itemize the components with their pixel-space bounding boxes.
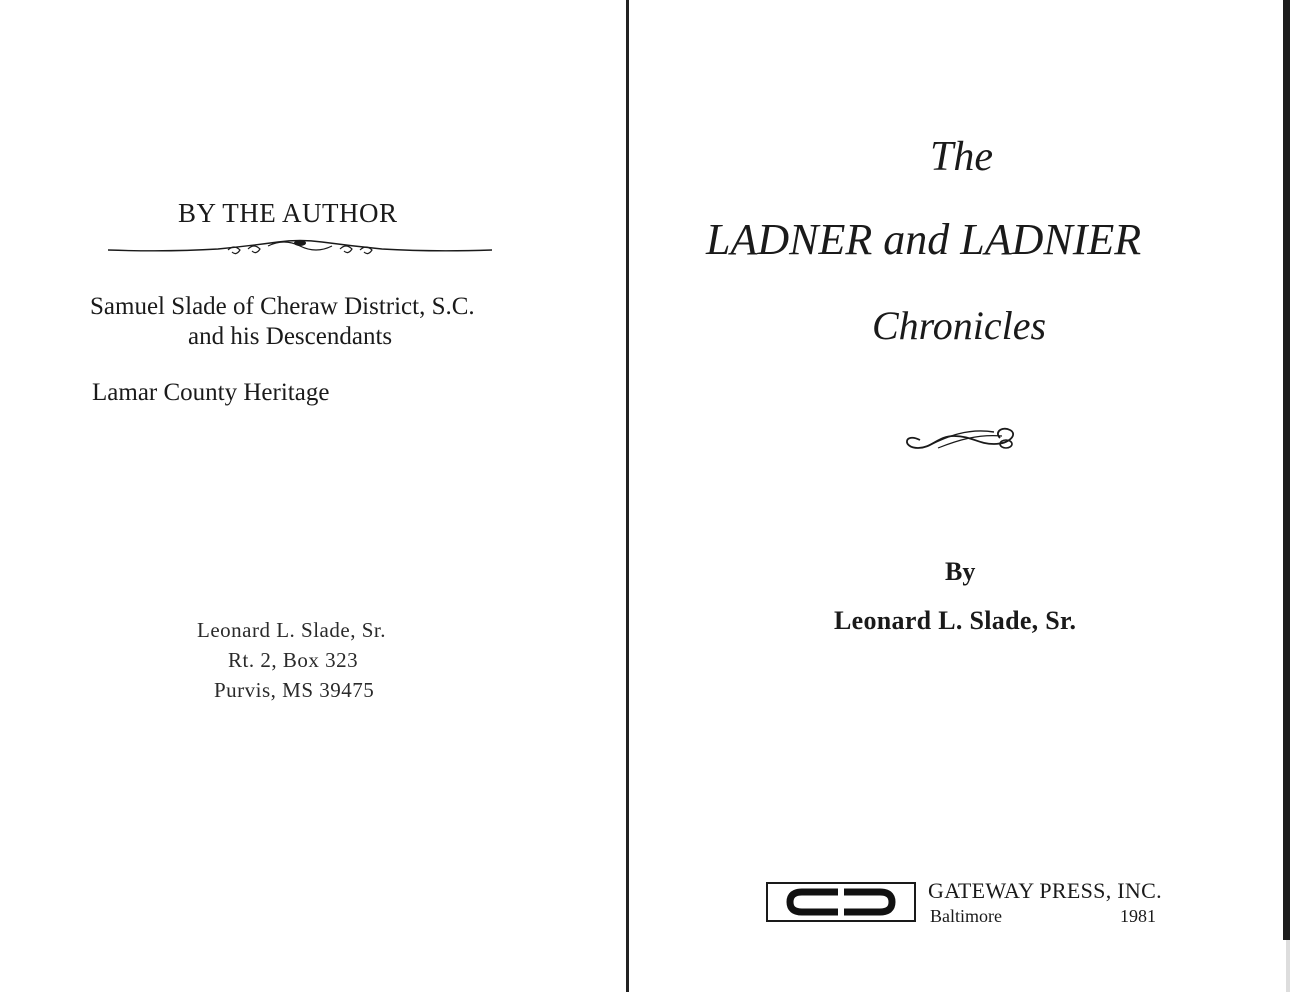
flourish-ornament-icon	[898, 422, 1022, 458]
book-spine	[626, 0, 629, 992]
publisher-logo-icon	[768, 884, 914, 920]
address-name: Leonard L. Slade, Sr.	[197, 618, 386, 642]
author-name: Leonard L. Slade, Sr.	[834, 606, 1077, 635]
book-subtitle: Chronicles	[872, 303, 1047, 348]
book-title-line-2: and his Descendants	[188, 323, 393, 350]
flourish-divider-icon	[108, 236, 492, 262]
by-the-author-heading: BY THE AUTHOR	[178, 198, 398, 228]
page-edge	[1283, 0, 1290, 940]
book-title: LADNER and LADNIER	[706, 215, 1142, 264]
address-street: Rt. 2, Box 323	[228, 648, 359, 672]
publisher-name: GATEWAY PRESS, INC.	[928, 878, 1162, 903]
book-title-2: Lamar County Heritage	[92, 379, 330, 406]
left-page	[0, 0, 626, 992]
title-article: The	[930, 134, 993, 180]
address-city: Purvis, MS 39475	[214, 678, 375, 702]
publisher-city: Baltimore	[930, 906, 1002, 926]
right-page	[630, 0, 1280, 992]
book-title-line-1: Samuel Slade of Cheraw District, S.C.	[90, 293, 475, 320]
page-edge-lower	[1286, 940, 1290, 992]
gateway-press-logo	[766, 882, 916, 922]
by-label: By	[945, 557, 976, 586]
publication-year: 1981	[1120, 906, 1156, 926]
